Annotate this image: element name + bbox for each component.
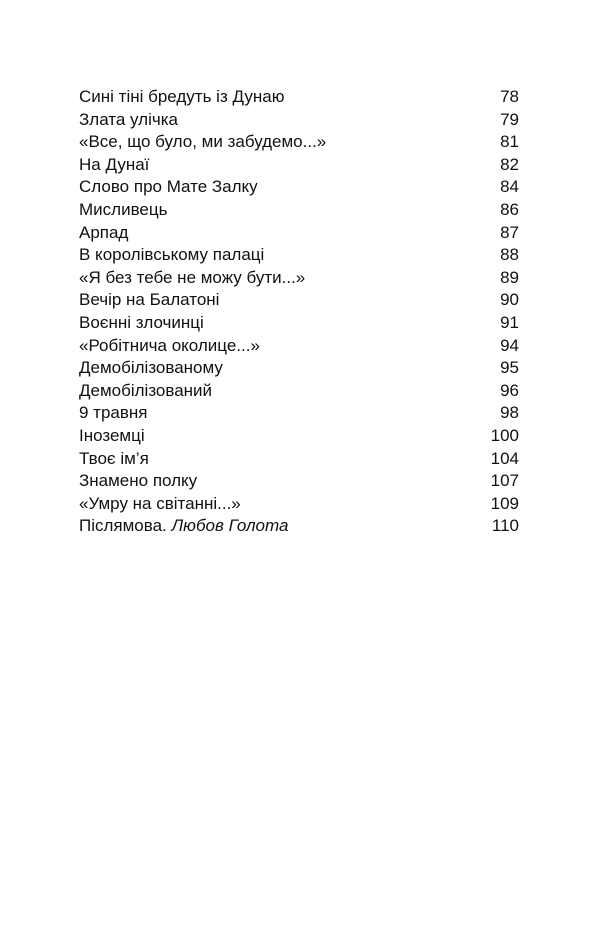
toc-entry — [79, 222, 519, 245]
toc-entry — [79, 335, 519, 358]
toc-entry-title: Арпад — [79, 222, 129, 242]
toc-entry — [79, 289, 519, 312]
toc-entry-afterword — [79, 515, 519, 538]
toc-entry — [79, 402, 519, 425]
toc-entry-title: «Умру на світанні...» — [79, 493, 241, 513]
toc-entry — [79, 357, 519, 380]
afterword-label: Післямова. — [79, 516, 172, 536]
toc-entry-page: 89 — [500, 267, 519, 287]
toc-entry — [79, 109, 519, 132]
toc-entry — [79, 244, 519, 267]
toc-entry-page: 98 — [500, 403, 519, 423]
toc-entry-title: Воєнні злочинці — [79, 312, 204, 332]
toc-entry-page: 91 — [500, 312, 519, 332]
afterword-author: Любов Голота — [171, 516, 289, 536]
toc-entry — [79, 131, 519, 154]
toc-entry-page: 82 — [500, 154, 519, 174]
toc-entry-title — [79, 515, 492, 538]
toc-entry-page: 90 — [500, 290, 519, 310]
toc-entry-page: 100 — [490, 425, 519, 445]
toc-entry-page: 109 — [490, 493, 519, 513]
toc-entry — [79, 176, 519, 199]
toc-entry-title: Демобілізованому — [79, 358, 223, 378]
toc-entry-title: На Дунаї — [79, 154, 150, 174]
toc-entry-page: 84 — [500, 177, 519, 197]
toc-entry-title: Мисливець — [79, 199, 168, 219]
toc-entry — [79, 154, 519, 177]
toc-entry — [79, 380, 519, 403]
toc-entry — [79, 425, 519, 448]
toc-entry-page: 95 — [500, 358, 519, 378]
toc-entry — [79, 493, 519, 516]
toc-entry-title: Вечір на Балатоні — [79, 290, 220, 310]
toc-entry-title: Твоє ім’я — [79, 448, 149, 468]
toc-entry-title: Іноземці — [79, 425, 145, 445]
toc-entry-page: 87 — [500, 222, 519, 242]
toc-entry-page: 81 — [500, 132, 519, 152]
toc-entry-title: «Я без тебе не можу бути...» — [79, 267, 306, 287]
toc-entry-title: Сині тіні бредуть із Дунаю — [79, 87, 285, 106]
toc-entry-title: «Все, що було, ми забудемо...» — [79, 132, 327, 152]
toc-entry-page: 94 — [500, 335, 519, 355]
toc-entry — [79, 470, 519, 493]
toc-entry-title: Демобілізований — [79, 380, 213, 400]
table-of-contents — [79, 86, 519, 538]
toc-entry-page: 107 — [490, 471, 519, 491]
toc-entry-title: 9 травня — [79, 403, 148, 423]
toc-entry — [79, 199, 519, 222]
toc-entry-page: 110 — [491, 516, 519, 536]
toc-entry-title: Слово про Мате Залку — [79, 177, 258, 197]
toc-entry-page: 96 — [500, 380, 519, 400]
toc-entry-page: 86 — [500, 199, 519, 219]
toc-entry-title: Злата улічка — [79, 109, 178, 129]
toc-entry — [79, 86, 519, 109]
toc-entry-page: 104 — [490, 448, 519, 468]
toc-entry-title: В королівському палаці — [79, 245, 265, 265]
toc-entry-title: «Робітнича околице...» — [79, 335, 260, 355]
toc-entry — [79, 267, 519, 290]
toc-entry-page: 88 — [500, 245, 519, 265]
toc-entry — [79, 448, 519, 471]
toc-entry-page: 78 — [500, 87, 519, 106]
toc-entry-title: Знамено полку — [79, 471, 198, 491]
toc-entry — [79, 312, 519, 335]
toc-entry-page: 79 — [500, 109, 519, 129]
